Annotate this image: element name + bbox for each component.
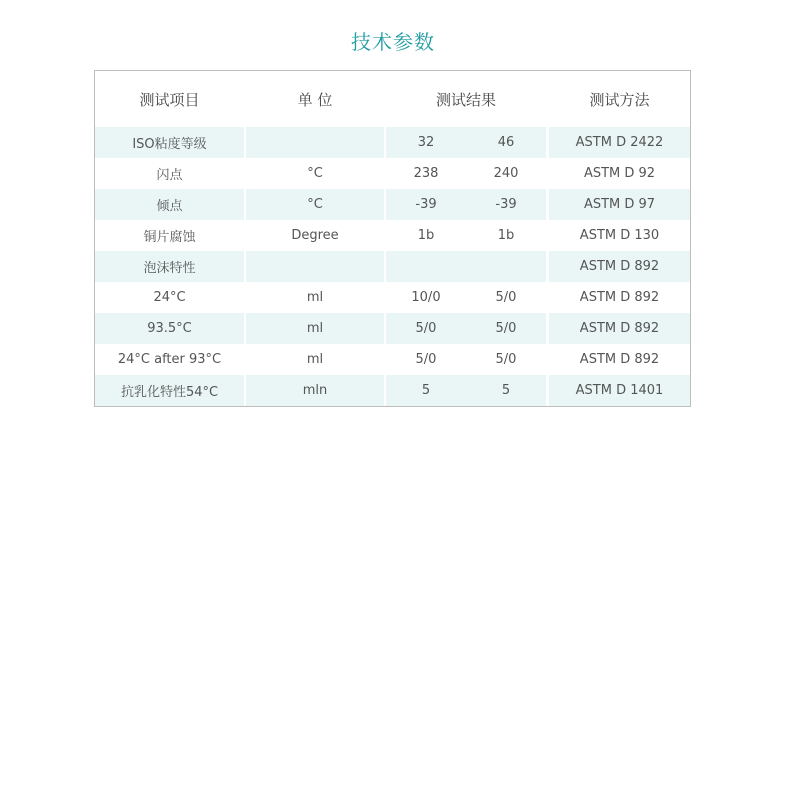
- cell-result: [386, 189, 546, 220]
- cell-item: 24°C: [95, 282, 244, 313]
- result-value-1: 10/0: [411, 290, 441, 305]
- result-value-1: -39: [415, 197, 437, 212]
- cell-unit: [246, 127, 384, 158]
- header-test-item: 测试项目: [139, 90, 200, 109]
- page-title: 技术参数: [351, 30, 435, 54]
- cell-item: 倾点: [95, 189, 244, 220]
- header-test-result: 测试结果: [435, 90, 496, 109]
- cell-method: ASTM D 97: [549, 189, 690, 220]
- cell-item: 闪点: [95, 158, 244, 189]
- cell-unit: °C: [246, 158, 384, 189]
- table-row: [95, 251, 690, 282]
- cell-method: ASTM D 2422: [549, 127, 690, 158]
- result-value-2: 5/0: [495, 321, 517, 336]
- table-row: [95, 313, 690, 344]
- cell-unit: ml: [246, 282, 384, 313]
- result-value-2: 5: [501, 383, 511, 398]
- cell-method: ASTM D 130: [549, 220, 690, 251]
- cell-result: [386, 344, 546, 375]
- cell-method: ASTM D 1401: [549, 375, 690, 406]
- header-test-method: 测试方法: [589, 90, 650, 109]
- header-unit: 单 位: [297, 90, 333, 109]
- result-value-2: 240: [493, 166, 519, 181]
- cell-unit: mln: [246, 375, 384, 406]
- cell-unit: ml: [246, 313, 384, 344]
- result-value-2: 5/0: [495, 352, 517, 367]
- table-body: [95, 127, 690, 406]
- result-value-2: -39: [495, 197, 517, 212]
- cell-result: [386, 127, 546, 158]
- cell-unit: ml: [246, 344, 384, 375]
- result-value-1: 238: [413, 166, 439, 181]
- cell-method: ASTM D 892: [549, 282, 690, 313]
- table-row: [95, 158, 690, 189]
- cell-unit: °C: [246, 189, 384, 220]
- cell-item: 铜片腐蚀: [95, 220, 244, 251]
- table-row: [95, 282, 690, 313]
- result-value-1: 5: [421, 383, 431, 398]
- table-row: [95, 344, 690, 375]
- spec-table: [94, 70, 691, 407]
- cell-result: [386, 158, 546, 189]
- cell-result: [386, 220, 546, 251]
- cell-item: 24°C after 93°C: [95, 344, 244, 375]
- table-row: [95, 127, 690, 158]
- result-value-1: 5/0: [415, 321, 437, 336]
- cell-item: 泡沫特性: [95, 251, 244, 282]
- cell-method: ASTM D 892: [549, 313, 690, 344]
- cell-item: ISO粘度等级: [95, 127, 244, 158]
- cell-item: 抗乳化特性54°C: [95, 375, 244, 406]
- table-row: [95, 189, 690, 220]
- cell-result: [386, 375, 546, 406]
- result-value-2: 46: [497, 135, 515, 150]
- cell-method: ASTM D 892: [549, 251, 690, 282]
- result-value-1: 5/0: [415, 352, 437, 367]
- cell-unit: [246, 251, 384, 282]
- cell-unit: Degree: [246, 220, 384, 251]
- result-value-1: 32: [417, 135, 435, 150]
- cell-result: [386, 282, 546, 313]
- table-header: [95, 71, 690, 127]
- cell-result: [386, 251, 546, 282]
- table-row: [95, 220, 690, 251]
- cell-method: ASTM D 892: [549, 344, 690, 375]
- cell-result: [386, 313, 546, 344]
- result-value-2: 1b: [497, 228, 515, 243]
- cell-item: 93.5°C: [95, 313, 244, 344]
- cell-method: ASTM D 92: [549, 158, 690, 189]
- result-value-2: 5/0: [495, 290, 517, 305]
- table-row: [95, 375, 690, 406]
- result-value-1: 1b: [417, 228, 435, 243]
